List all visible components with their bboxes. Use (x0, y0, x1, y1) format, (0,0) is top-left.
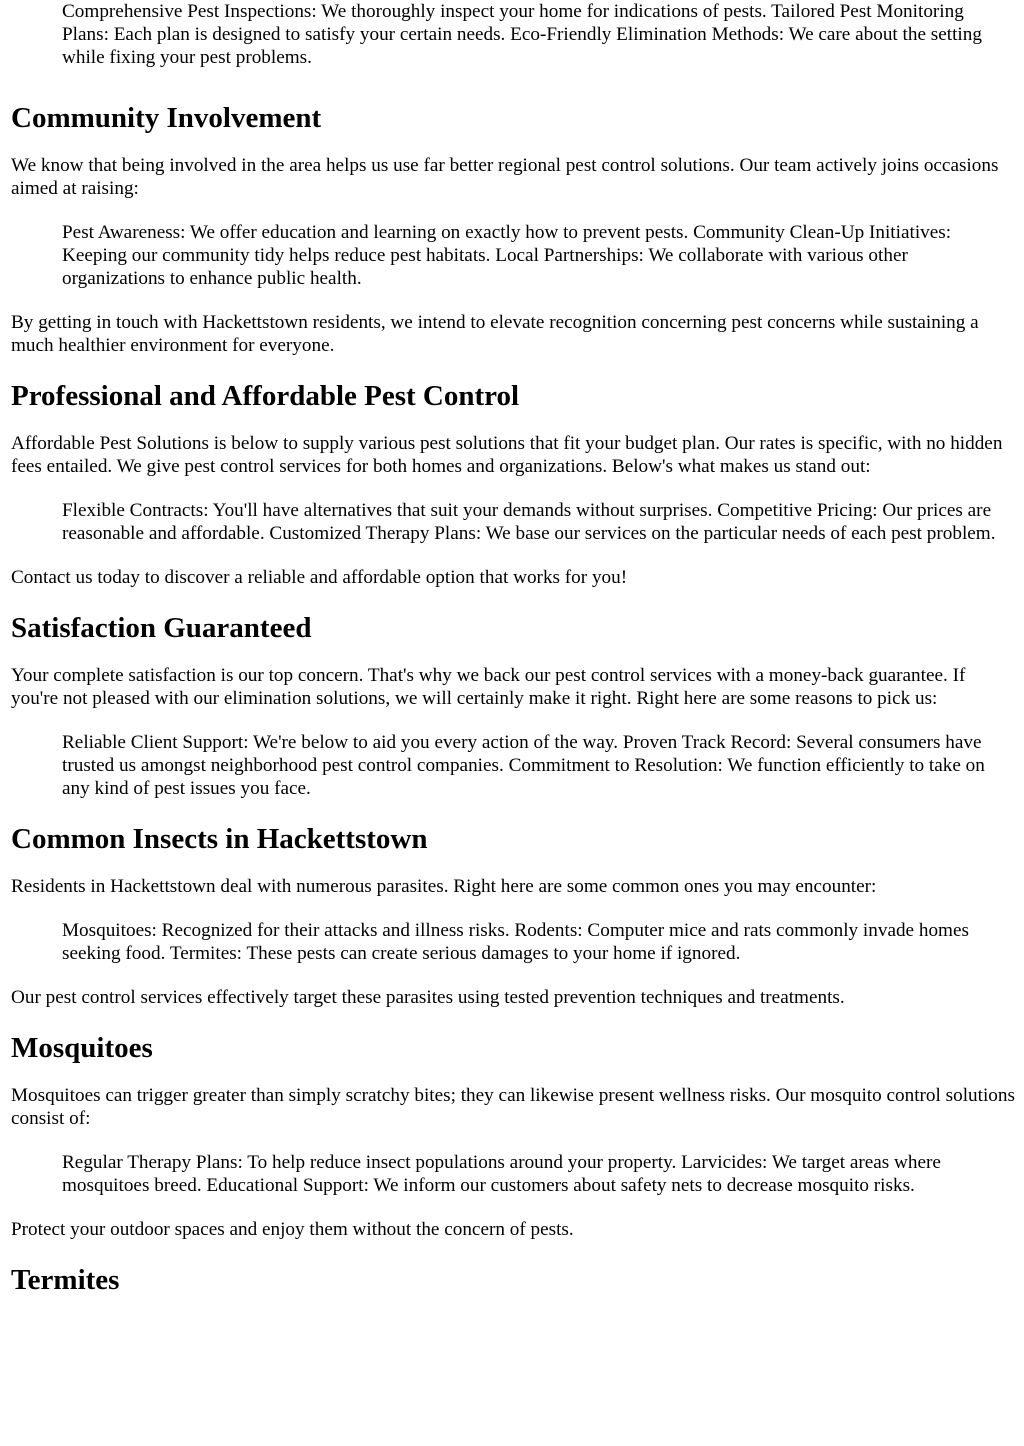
services-list-quote: Comprehensive Pest Inspections: We thoroughly inspect your home for indications of pests. Tailored Pest Monitoring Plans: Each plan is designed to satisfy your certain needs. Eco-Friendly Elimination Methods: We care about the setting while fixing your pest problems. (62, 1, 982, 68)
article-content (11, 0, 1015, 1316)
mosquitoes-intro-paragraph: Mosquitoes can trigger greater than simply scratchy bites; they can likewise present wellness risks. Our mosquito control solutions consist of: (11, 1085, 1015, 1129)
heading-common-insects: Common Insects in Hackettstown (11, 823, 428, 855)
insects-list-quote: Mosquitoes: Recognized for their attacks and illness risks. Rodents: Computer mice and rats commonly invade homes seeking food. Termites: These pests can create serious damages to your home if ignored. (62, 920, 969, 964)
mosquitoes-outro-paragraph: Protect your outdoor spaces and enjoy them without the concern of pests. (11, 1219, 574, 1240)
affordable-outro-paragraph: Contact us today to discover a reliable and affordable option that works for you! (11, 567, 628, 588)
community-list-quote: Pest Awareness: We offer education and learning on exactly how to prevent pests. Community Clean-Up Initiatives: Keeping our community tidy helps reduce pest habitats. Local Partnerships: We collaborate with various other organizations to enhance public health. (62, 222, 952, 289)
heading-professional-affordable: Professional and Affordable Pest Control (11, 380, 520, 412)
satisfaction-intro-paragraph: Your complete satisfaction is our top concern. That's why we back our pest control services with a money-back guarantee. If you're not pleased with our elimination solutions, we will certainly make it right. Right here are some reasons to pick us: (11, 665, 966, 709)
affordable-list-quote: Flexible Contracts: You'll have alternatives that suit your demands without surprises. Competitive Pricing: Our prices are reasonable and affordable. Customized Therapy Plans: We base our services on the particular needs of each pest problem. (62, 500, 996, 544)
heading-termites: Termites (11, 1264, 120, 1296)
community-outro-paragraph: By getting in touch with Hackettstown residents, we intend to elevate recognition concerning pest concerns while sustaining a much healthier environment for everyone. (11, 312, 979, 356)
insects-outro-paragraph: Our pest control services effectively target these parasites using tested prevention techniques and treatments. (11, 987, 845, 1008)
mosquitoes-list-quote: Regular Therapy Plans: To help reduce insect populations around your property. Larvicides: We target areas where mosquitoes breed. Educational Support: We inform our customers about safety nets to decrease mosquito risks. (62, 1152, 941, 1196)
affordable-intro-paragraph: Affordable Pest Solutions is below to supply various pest solutions that fit your budget plan. Our rates is specific, with no hidden fees entailed. We give pest control services for both homes and organizations. Below's what makes us stand out: (11, 433, 1003, 477)
heading-community-involvement: Community Involvement (11, 102, 322, 134)
heading-satisfaction-guaranteed: Satisfaction Guaranteed (11, 612, 312, 644)
satisfaction-list-quote: Reliable Client Support: We're below to aid you every action of the way. Proven Track Record: Several consumers have trusted us amongst neighborhood pest control companies. Commitment to Resolution: We function efficiently to take on any kind of pest issues you face. (62, 732, 985, 799)
community-intro-paragraph: We know that being involved in the area helps us use far better regional pest control solutions. Our team actively joins occasions aimed at raising: (11, 155, 999, 199)
heading-mosquitoes: Mosquitoes (11, 1032, 153, 1064)
insects-intro-paragraph: Residents in Hackettstown deal with numerous parasites. Right here are some common ones you may encounter: (11, 876, 877, 897)
